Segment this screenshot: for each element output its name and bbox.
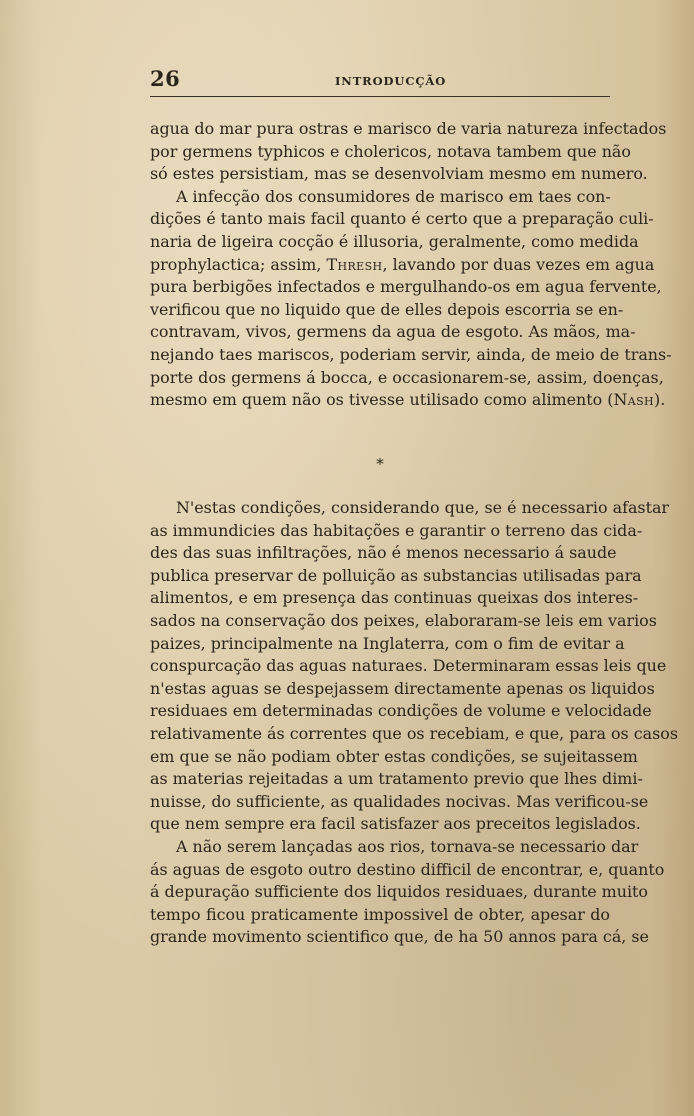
- text-line: por germens typhicos e cholericos, notava tambem que não: [150, 141, 631, 161]
- running-head: INTRODUCÇÃO: [335, 74, 447, 88]
- paragraph: [150, 497, 678, 836]
- text-line: relativamente ás correntes que os recebiam, e que, para os casos: [150, 723, 678, 743]
- page-number: 26: [150, 66, 181, 91]
- text-line: mesmo em quem não os tivesse utilisado como alimento (Nash).: [150, 390, 666, 410]
- text-line: n'estas aguas se despejassem directamente apenas os liquidos: [150, 678, 655, 698]
- text-line: naria de ligeira cocção é illusoria, geralmente, como medida: [150, 231, 639, 251]
- text-block-1: [150, 118, 672, 412]
- header-rule: [150, 96, 610, 97]
- section-separator: *: [376, 455, 384, 473]
- text-line: prophylactica; assim, Thresh, lavando por duas vezes em agua: [150, 254, 655, 274]
- text-line: só estes persistiam, mas se desenvolviam mesmo em numero.: [150, 164, 648, 184]
- text-line: alimentos, e em presença das continuas queixas dos interes-: [150, 588, 639, 608]
- text-line: ás aguas de esgoto outro destino difficil de encontrar, e, quanto: [150, 859, 665, 879]
- text-line: sados na conservação dos peixes, elaboraram-se leis em varios: [150, 610, 657, 630]
- text-line: paizes, principalmente na Inglaterra, com o fim de evitar a: [150, 633, 625, 653]
- text-line: des das suas infiltrações, não é menos necessario á saude: [150, 543, 617, 563]
- text-block-2: [150, 497, 678, 949]
- text-line: as materias rejeitadas a um tratamento previo que lhes dimi-: [150, 769, 643, 789]
- text-line: grande movimento scientifico que, de ha 50 annos para cá, se: [150, 927, 649, 947]
- paragraph: [150, 118, 667, 186]
- paragraph: [150, 186, 672, 412]
- text-line: A infecção dos consumidores de marisco em taes con-: [176, 186, 611, 206]
- paragraph: [150, 836, 665, 949]
- text-line: residuaes em determinadas condições de volume e velocidade: [150, 701, 652, 721]
- text-line: N'estas condições, considerando que, se é necessario afastar: [176, 498, 670, 517]
- text-line: publica preservar de polluição as substancias utilisadas para: [150, 565, 642, 585]
- page-header: [150, 62, 610, 102]
- text-line: verificou que no liquido que de elles depois escorria se en-: [150, 299, 624, 319]
- text-line: dições é tanto mais facil quanto é certo que a preparação culi-: [150, 209, 654, 229]
- text-line: á depuração sufficiente dos liquidos residuaes, durante muito: [150, 882, 649, 902]
- text-line: contravam, vivos, germens da agua de esgoto. As mãos, ma-: [150, 322, 636, 342]
- text-line: que nem sempre era facil satisfazer aos preceitos legislados.: [150, 814, 641, 834]
- text-line: nuisse, do sufficiente, as qualidades nocivas. Mas verificou-se: [150, 791, 649, 811]
- text-line: em que se não podiam obter estas condições, se sujeitassem: [150, 746, 638, 766]
- text-line: conspurcação das aguas naturaes. Determinaram essas leis que: [150, 656, 667, 676]
- text-line: A não serem lançadas aos rios, tornava-se necessario dar: [176, 836, 639, 856]
- text-line: pura berbigões infectados e mergulhando-os em agua fervente,: [150, 277, 662, 297]
- text-line: as immundicies das habitações e garantir o terreno das cida-: [150, 520, 643, 540]
- text-line: porte dos germens á bocca, e occasionarem-se, assim, doenças,: [150, 367, 664, 387]
- text-line: tempo ficou praticamente impossivel de obter, apesar do: [150, 904, 610, 924]
- text-line: nejando taes mariscos, poderiam servir, ainda, de meio de trans-: [150, 344, 672, 364]
- text-line: agua do mar pura ostras e marisco de varia natureza infectados: [150, 119, 667, 138]
